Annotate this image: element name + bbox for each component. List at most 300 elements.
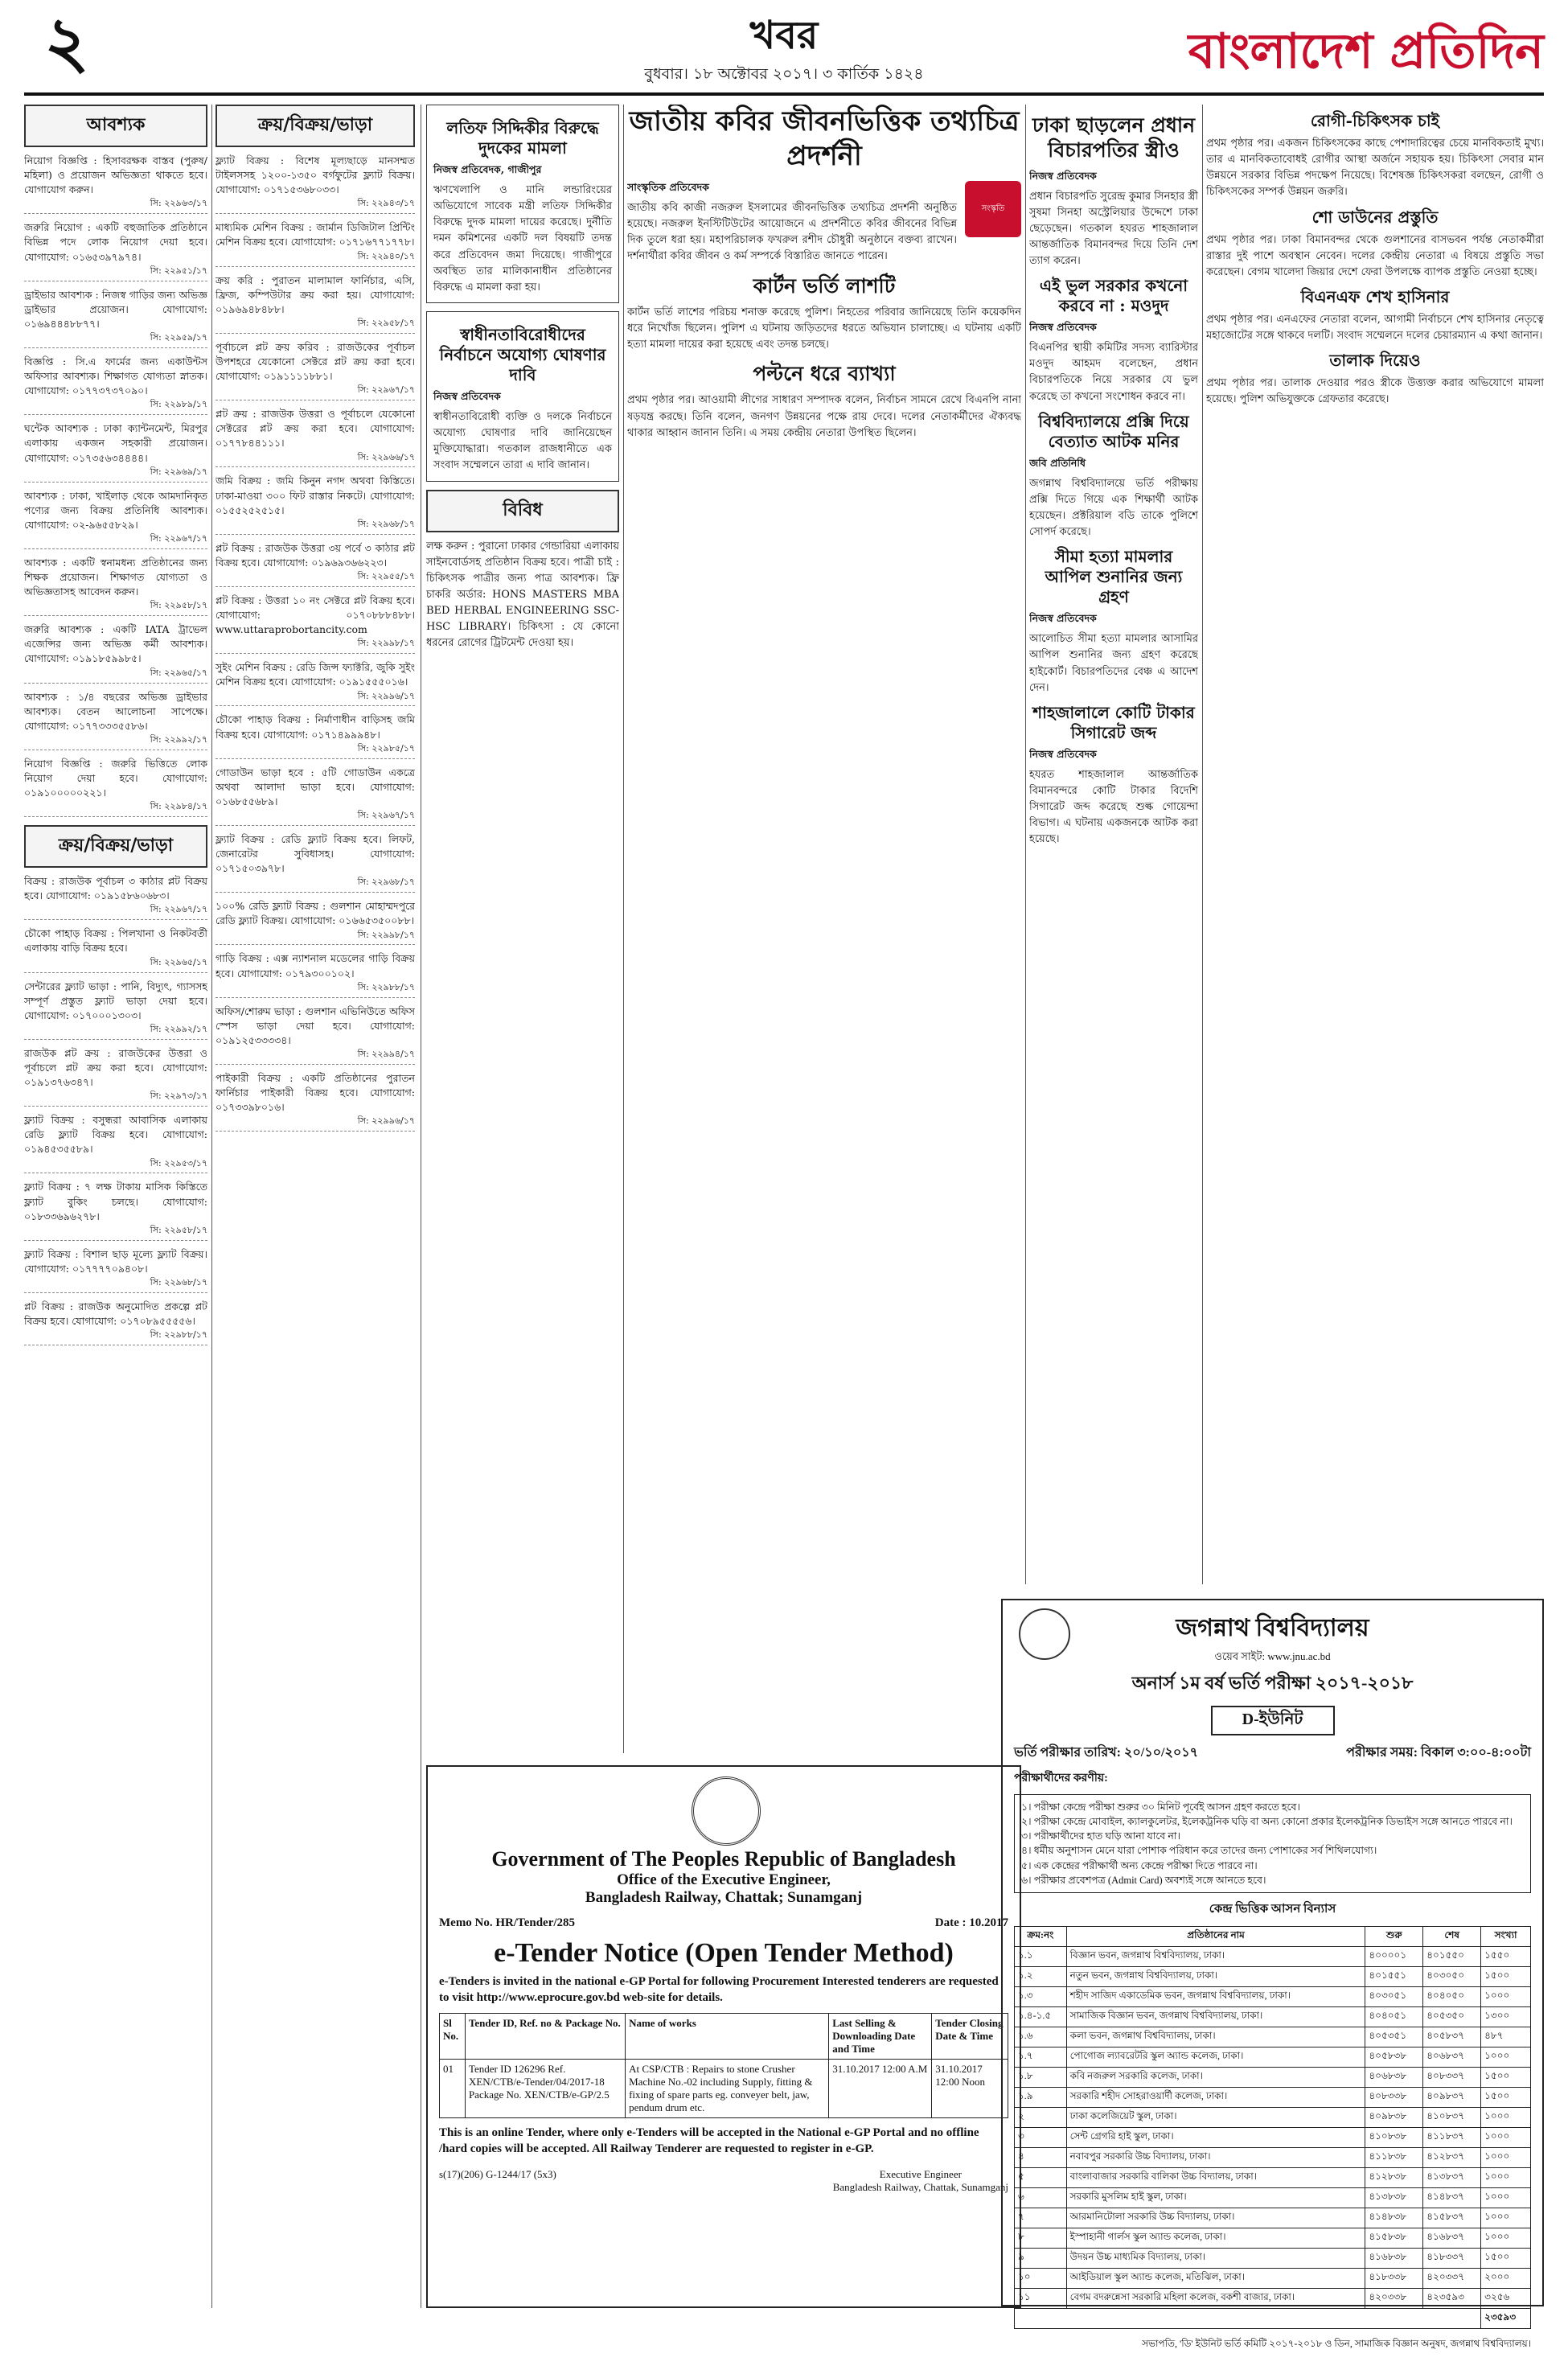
- classified-ad-text: প্লট বিক্রয় : রাজউক উত্তরা ৩য় পর্বে ৩ কাঠার প্লট বিক্রয় হবে। যোগাযোগ: ০১৯৬৯৩৬৬২২৩।: [215, 541, 415, 569]
- table-row: [1015, 2268, 1531, 2288]
- table-cell: ৪২৩৫৯৩: [1423, 2288, 1481, 2308]
- article-body: কার্টন ভর্তি লাশের পরিচয় শনাক্ত করেছে পুলিশ। নিহতের পরিবার জানিয়েছে তিনি কয়েকদিন ধরে নিখোঁজ ছিলেন। পুলিশ এ ঘটনায় জড়িতদের ধরতে অভিযান চালাচ্ছে। এ ঘটনায় একটি হত্যা মামলা দায়ের করা হয়েছে এবং তদন্ত চলছে।: [627, 306, 1021, 351]
- table-cell: ৪১৫৮৩৭: [1423, 2208, 1481, 2228]
- headline: ঢাকা ছাড়লেন প্রধান বিচারপতির স্ত্রীও: [1032, 113, 1196, 162]
- table-row: [1015, 2087, 1531, 2107]
- exam-rule: ৪। ধর্মীয় অনুশাসন মেনে যারা পোশাক পরিধান করে তাদের জন্য পোশাকের সর্ব শিথিলযোগ্য।: [1021, 1845, 1377, 1857]
- classified-ad: [24, 355, 207, 415]
- masthead-rule: [24, 92, 1544, 96]
- classified-ad-text: পাইকারী বিক্রয় : একটি প্রতিষ্ঠানের পুরাতন ফার্নিচার পাইকারী বিক্রয় হবে। যোগাযোগ: ০১৭৩৩৯৮০১৬।: [215, 1071, 415, 1114]
- classified-header: ক্রয়/বিক্রয়/ভাড়া: [24, 825, 207, 868]
- byline: জবি প্রতিনিধি: [1029, 456, 1086, 469]
- exam-rule: ১। পরীক্ষা কেন্দ্রে পরীক্ষা শুরুর ৩০ মিনিট পূর্বেই আসন গ্রহণ করতে হবে।: [1021, 1801, 1300, 1813]
- column-divider: [211, 105, 212, 2308]
- classified-ad-ref: সি: ২২৯৬৭/১৭: [357, 384, 415, 396]
- exam-rules: [1014, 1794, 1531, 1893]
- culture-emblem-icon: সংস্কৃতি: [965, 181, 1021, 237]
- classified-ad-text: আবশ্যক : ১/৪ বছরের অভিজ্ঞ ড্রাইভার আবশ্যক। বেতন আলোচনা সাপেক্ষে। যোগাযোগ: ০১৭৭৩৩৩৫৫৮৬।: [24, 690, 207, 732]
- classified-ad-text: জরুরি আবশ্যক : একটি IATA ট্রাভেল এজেন্সির জন্য অভিজ্ঞ কর্মী আবশ্যক। যোগাযোগ: ০১৯১৮৫৯৯৮৫।: [24, 623, 207, 665]
- classified-ad: [215, 1071, 415, 1132]
- classified-ad-text: মাধ্যমিক মেশিন বিক্রয় : জার্মান ডিজিটাল প্রিন্টিং মেশিন বিক্রয় হবে। যোগাযোগ: ০১৭১৬৭৭১৭৭৮।: [215, 221, 415, 248]
- table-cell: বাংলাবাজার সরকারি বালিকা উচ্চ বিদ্যালয়, ঢাকা।: [1066, 2167, 1365, 2187]
- table-cell: ৪০৫৩৫১: [1365, 2027, 1423, 2047]
- table-row: [1015, 1946, 1531, 1966]
- classified-ad: [24, 757, 207, 817]
- table-cell: ১০০০: [1481, 2107, 1531, 2127]
- tender-table-header: Name of works: [626, 2013, 829, 2059]
- classified-ad-list: [24, 154, 207, 817]
- table-cell: ১.৩: [1015, 1986, 1067, 2006]
- table-cell: সামাজিক বিজ্ঞান ভবন, জগন্নাথ বিশ্ববিদ্যালয়, ঢাকা।: [1066, 2006, 1365, 2027]
- tender-notice: [426, 1765, 1021, 2308]
- byline: নিজস্ব প্রতিবেদক: [433, 389, 501, 402]
- university-website: ওয়েব সাইট: www.jnu.ac.bd: [1214, 1650, 1331, 1662]
- classified-ad: [24, 556, 207, 616]
- classified-ad: [24, 1113, 207, 1173]
- classified-ad-ref: সি: ২২৯৫৮/১৭: [357, 317, 415, 328]
- classified-ad-ref: সি: ২২৯৬৮/১৭: [150, 1277, 207, 1288]
- seat-table-header: সংখ্যা: [1481, 1926, 1531, 1946]
- tender-code: s(17)(206) G-1244/17 (5x3): [439, 2168, 556, 2180]
- classified-ad-ref: সি: ২২৯৮৮/১৭: [150, 1329, 207, 1341]
- classified-ad-ref: সি: ২২৯৬৫/১৭: [150, 956, 207, 967]
- tender-note: This is an online Tender, where only e-Tenders will be accepted in the National e-GP Portal and no offline /hard copies will be accepted. All Railway Tenderer are requested to register in e-GP.: [439, 2126, 979, 2155]
- classified-ad: [24, 980, 207, 1040]
- seat-plan-title: কেন্দ্র ভিত্তিক আসন বিন্যাস: [1209, 1902, 1336, 1916]
- table-cell: পোগোজ ল্যাবরেটরি স্কুল অ্যান্ড কলেজ, ঢাকা।: [1066, 2047, 1365, 2067]
- table-cell: ১৫০০: [1481, 2248, 1531, 2268]
- headline: সীমা হত্যা মামলার আপিল শুনানির জন্য গ্রহণ: [1045, 547, 1183, 607]
- classified-ad: [24, 489, 207, 549]
- table-cell: ১.৭: [1015, 2047, 1067, 2067]
- tender-table-header: Sl No.: [440, 2013, 466, 2059]
- exam-title: অনার্স ১ম বর্ষ ভর্তি পরীক্ষা ২০১৭-২০১৮: [1131, 1673, 1414, 1693]
- classified-ad-ref: সি: ২২৯৪০/১৭: [357, 250, 415, 261]
- table-cell: ৪০৩০৫০: [1423, 1966, 1481, 1986]
- table-row: [1015, 2047, 1531, 2067]
- table-cell: ৪০১৫৫১: [1365, 1966, 1423, 1986]
- article-body: হযরত শাহজালাল আন্তর্জাতিক বিমানবন্দরে কোটি টাকার বিদেশি সিগারেট জব্দ করেছে শুল্ক গোয়েন্দা বিভাগ। এ ঘটনায় একজনকে আটক করা হয়েছে।: [1029, 768, 1198, 846]
- table-row: [440, 2059, 1008, 2117]
- classified-ad-text: চৌকো পাহাড় বিক্রয় : নির্মাণাধীন বাড়িসহ জমি বিক্রয় হবে। যোগাযোগ: ০১৭১৪৯৯৯৪৮।: [215, 713, 415, 741]
- table-cell: ৪১৫৮৩৮: [1365, 2228, 1423, 2248]
- article-body: বিএনপির স্থায়ী কমিটির সদস্য ব্যারিস্টার মওদুদ আহমদ বলেছেন, প্রধান বিচারপতিকে নিয়ে সরকার যে ভুল করেছে তা কখনো সংশোধন করবে না।: [1029, 342, 1198, 403]
- classified-ad-text: রাজউক প্লট ক্রয় : রাজউকের উত্তরা ও পূর্বাচলে প্লট ক্রয় করা হবে। যোগাযোগ: ০১৯১৩৭৬৩৪৭।: [24, 1046, 207, 1089]
- table-row: [1015, 2208, 1531, 2228]
- tender-signer-office: Bangladesh Railway, Chattak, Sunamganj: [832, 2181, 1008, 2193]
- newspaper-brand: বাংলাদেশ প্রতিদিন: [1188, 23, 1544, 80]
- table-cell: Tender ID 126296 Ref. XEN/CTB/e-Tender/04/2017-18 Package No. XEN/CTB/e-GP/2.5: [465, 2059, 625, 2117]
- classified-ad-ref: সি: ২২৯৯৬/১৭: [357, 690, 415, 701]
- table-cell: ২০০০: [1481, 2268, 1531, 2288]
- table-cell: ১.৯: [1015, 2087, 1067, 2107]
- university-logo-icon: [1019, 1608, 1070, 1660]
- table-cell: ইস্পাহানী গার্লস স্কুল অ্যান্ড কলেজ, ঢাকা।: [1066, 2228, 1365, 2248]
- classified-ad: [24, 926, 207, 972]
- seat-table-header: প্রতিষ্ঠানের নাম: [1066, 1926, 1365, 1946]
- table-cell: At CSP/CTB : Repairs to stone Crusher Machine No.-02 including Supply, fitting & fixing of spare parts eg. conveyer belt, jaw, pendum drum etc.: [626, 2059, 829, 2117]
- classified-ad-text: ড্রাইভার আবশ্যক : নিজস্ব গাড়ির জন্য অভিজ্ঞ ড্রাইভার প্রয়োজন। যোগাযোগ: ০১৬৯৪৪৪৮৮৭৭।: [24, 288, 207, 330]
- classified-ad-ref: সি: ২২৯৯৮/১৭: [357, 638, 415, 649]
- seat-table-header: ক্রম:নং: [1015, 1926, 1067, 1946]
- classified-ad-ref: সি: ২২৯৯২/১৭: [150, 733, 207, 745]
- table-row: [1015, 2187, 1531, 2208]
- table-cell: আরমানিটোলা সরকারি উচ্চ বিদ্যালয়, ঢাকা।: [1066, 2208, 1365, 2228]
- classified-ad-ref: সি: ২২৯৪৩/১৭: [357, 198, 415, 209]
- news-column-right: [1206, 105, 1544, 1584]
- exam-time: পরীক্ষার সময়: বিকাল ৩:০০-৪:০০টা: [1346, 1746, 1531, 1760]
- tender-table-header: Tender ID, Ref. no & Package No.: [465, 2013, 625, 2059]
- headline: বিশ্ববিদ্যালয়ে প্রক্সি দিয়ে বেত্যাত আটক মনির: [1038, 411, 1189, 451]
- table-row: [1015, 1966, 1531, 1986]
- table-cell: সরকারি মুসলিম হাই স্কুল, ঢাকা।: [1066, 2187, 1365, 2208]
- table-cell: সেন্ট গ্রেগরি হাই স্কুল, ঢাকা।: [1066, 2127, 1365, 2147]
- tender-memo: Memo No. HR/Tender/285: [439, 1916, 576, 1929]
- table-cell: ৪১০৮৩৭: [1423, 2107, 1481, 2127]
- classified-ad-ref: সি: ২২৯৫১/১৭: [150, 265, 207, 276]
- table-cell: বেগম বদরুন্নেসা সরকারি মহিলা কলেজ, বকশী বাজার, ঢাকা।: [1066, 2288, 1365, 2308]
- table-cell: ৪০৬৮৩৭: [1423, 2047, 1481, 2067]
- table-cell: ৪০৩০৫১: [1365, 1986, 1423, 2006]
- classified-ad: [24, 1300, 207, 1345]
- table-cell: কলা ভবন, জগন্নাথ বিশ্ববিদ্যালয়, ঢাকা।: [1066, 2027, 1365, 2047]
- table-cell: শহীদ সাজিদ একাডেমিক ভবন, জগন্নাথ বিশ্ববিদ্যালয়, ঢাকা।: [1066, 1986, 1365, 2006]
- classified-ad: [215, 594, 415, 654]
- news-box: [426, 311, 619, 482]
- classified-ad-ref: সি: ২২৯৮৯/১৭: [150, 399, 207, 410]
- table-cell: ১.১: [1015, 1946, 1067, 1966]
- table-cell: ৪০৯৮৩৭: [1423, 2087, 1481, 2107]
- article-body: আলোচিত সীমা হত্যা মামলার আসামির আপিল শুনানির জন্য গ্রহণ করেছে হাইকোর্ট। বিচারপতিদের বেঞ্চ এ আদেশ দেন।: [1029, 633, 1198, 694]
- classified-ad-ref: সি: ২২৯৬৬/১৭: [357, 451, 415, 462]
- classified-ad-text: জমি বিক্রয় : জমি কিনুন নগদ অথবা কিস্তিতে। ঢাকা-মাওয়া ৩০০ ফিট রাস্তার নিকটে। যোগাযোগ: ০১৫৫২৫২৫১৫।: [215, 474, 415, 516]
- table-cell: ১৫০০: [1481, 2087, 1531, 2107]
- classified-ad-ref: সি: ২২৯৬৭/১৭: [150, 532, 207, 544]
- article-body: স্বাধীনতাবিরোধী ব্যক্তি ও দলকে নির্বাচনে অযোগ্য ঘোষণার দাবি জানিয়েছেন মুক্তিযোদ্ধারা। গতকাল রাজধানীতে এক সংবাদ সম্মেলনে তারা এ দাবি জানান।: [433, 410, 612, 472]
- classified-ad-list: [24, 874, 207, 1345]
- classified-ad: [215, 1004, 415, 1065]
- classified-ad-text: প্লট ক্রয় : রাজউক উত্তরা ও পূর্বাচলে যেকোনো সেক্টরের প্লট ক্রয় করা হবে। যোগাযোগ: ০১৭৭৮৪৪১১১।: [215, 408, 415, 450]
- table-row: [1015, 1986, 1531, 2006]
- article-body: প্রধান বিচারপতি সুরেন্দ্র কুমার সিনহার স্ত্রী সুষমা সিনহা অস্ট্রেলিয়ার উদ্দেশে ঢাকা ছেড়েছেন। গতকাল হযরত শাহজালাল আন্তর্জাতিক বিমানবন্দর দিয়ে তিনি দেশ ত্যাগ করেন।: [1029, 190, 1198, 268]
- exam-rule: ২। পরীক্ষা কেন্দ্রে মোবাইল, ক্যালকুলেটর, ইলেকট্রনিক ঘড়ি বা অন্য কোনো প্রকার ইলেকট্রনিক ডিভাইস সঙ্গে আনতে পারবে না।: [1021, 1816, 1513, 1828]
- tender-intro: e-Tenders is invited in the national e-GP Portal for following Procurement Interested tenderers are requested to visit http://www.eprocure.gov.bd web-site for details.: [439, 1975, 999, 2005]
- byline: নিজস্ব প্রতিবেদক: [1029, 321, 1097, 334]
- table-row: [1015, 2248, 1531, 2268]
- classified-ad-ref: সি: ২২৯৫৫/১৭: [357, 571, 415, 581]
- article-body: প্রথম পৃষ্ঠার পর। তালাক দেওয়ার পরও স্ত্রীকে উত্ত্যক্ত করার অভিযোগে মামলা হয়েছে। পুলিশ অভিযুক্তকে গ্রেফতার করেছে।: [1206, 377, 1544, 406]
- table-cell: 31.10.2017 12:00 A.M: [829, 2059, 932, 2117]
- classified-ad: [24, 220, 207, 281]
- table-cell: ৪০৪০৫১: [1365, 2006, 1423, 2027]
- exam-rule: ৫। এক কেন্দ্রের পরীক্ষার্থী অন্য কেন্দ্রে পরীক্ষা দিতে পারবে না।: [1021, 1859, 1258, 1871]
- table-cell: ৮: [1015, 2228, 1067, 2248]
- classified-ad-text: পূর্বাচলে প্লট ক্রয় করিব : রাজউকের পূর্বাচল উপশহরে যেকোনো সেক্টরে প্লট ক্রয় করা হবে। যোগাযোগ: ০১৯১১১১৮৮১।: [215, 340, 415, 383]
- masthead: [0, 0, 1568, 92]
- table-cell: ৪২০৩৩৭: [1423, 2268, 1481, 2288]
- table-cell: ৪০৫৮৩৭: [1423, 2027, 1481, 2047]
- table-cell: ১০০০: [1481, 2228, 1531, 2248]
- exam-date: ভর্তি পরীক্ষার তারিখ: ২০/১০/২০১৭: [1014, 1746, 1199, 1760]
- classified-ad-text: জরুরি নিয়োগ : একটি বহুজাতিক প্রতিষ্ঠানে বিভিন্ন পদে লোক নিয়োগ দেয়া হবে। যোগাযোগ: ০১৬৫৩৯৭৯৭৪।: [24, 221, 207, 263]
- table-row: [1015, 2006, 1531, 2027]
- lead-headline: জাতীয় কবির জীবনভিত্তিক তথ্যচিত্র প্রদর্শনী: [629, 105, 1020, 172]
- classified-ad-ref: সি: ২২৯৬৭/১৭: [150, 904, 207, 915]
- table-cell: নতুন ভবন, জগন্নাথ বিশ্ববিদ্যালয়, ঢাকা।: [1066, 1966, 1365, 1986]
- classified-ad: [215, 899, 415, 945]
- lead-story: [627, 181, 1021, 265]
- article-body: জাতীয় কবি কাজী নজরুল ইসলামের জীবনভিত্তিক তথ্যচিত্র প্রদর্শনী অনুষ্ঠিত হয়েছে। নজরুল ইনস্টিটিউটের আয়োজনে এ প্রদর্শনীতে কবির জীবনের বিভিন্ন দিক তুলে ধরা হয়। মহাপরিচালক ফখরুল রশীদ চৌধুরী অনুষ্ঠানে বক্তব্য রাখেন। দর্শনার্থীরা কবির জীবন ও কর্ম সম্পর্কে বিস্তারিত জানতে পারেন।: [627, 202, 957, 263]
- table-cell: আইডিয়াল স্কুল অ্যান্ড কলেজ, মতিঝিল, ঢাকা।: [1066, 2268, 1365, 2288]
- table-cell: ১০: [1015, 2268, 1067, 2288]
- table-cell: ৪০৬৮৩৮: [1365, 2067, 1423, 2087]
- exam-rule: ৩। পরীক্ষার্থীদের হাত ঘড়ি আনা যাবে না।: [1021, 1830, 1180, 1842]
- classified-ad-ref: সি: ২২৯৬৩/১৭: [150, 198, 207, 209]
- tender-table-header: Last Selling & Downloading Date and Time: [829, 2013, 932, 2059]
- classified-ad-text: চৌকো পাহাড় বিক্রয় : পিলখানা ও নিকটবর্তী এলাকায় বাড়ি বিক্রয় হবে।: [24, 927, 207, 955]
- byline: নিজস্ব প্রতিবেদক: [1029, 169, 1097, 182]
- classified-ad-text: ১০০% রেডি ফ্ল্যাট বিক্রয় : গুলশান মোহাম্মদপুরে রেডি ফ্ল্যাট বিক্রয়। যোগাযোগ: ০১৬৬৫৩৫০০৮৮।: [215, 900, 415, 927]
- table-row: [1015, 2147, 1531, 2167]
- tender-date: Date : 10.2017: [934, 1916, 1008, 1929]
- page-number: ২: [44, 2, 89, 83]
- table-row: [1015, 2228, 1531, 2248]
- table-cell: ৪১১৮৩৮: [1365, 2147, 1423, 2167]
- tender-table: [439, 2013, 1008, 2118]
- article-body: প্রথম পৃষ্ঠার পর। আওয়ামী লীগের সাধারণ সম্পাদক বলেন, নির্বাচন সামনে রেখে বিএনপি নানা ষড়যন্ত্র করছে। তিনি বলেন, জনগণ উন্নয়নের পক্ষে রায় দেবে। দলের নেতাকর্মীদের ঐক্যবদ্ধ থাকার আহ্বান জানান তিনি। এ সময় কেন্দ্রীয় নেতারা উপস্থিত ছিলেন।: [627, 394, 1021, 439]
- table-cell: ৪১৬৮৩৮: [1365, 2248, 1423, 2268]
- table-cell: ৪১০৮৩৮: [1365, 2127, 1423, 2147]
- table-cell: 01: [440, 2059, 466, 2117]
- classified-ad-ref: সি: ২২৯৫৩/১৭: [150, 1157, 207, 1169]
- table-cell: ১৫০০: [1481, 1966, 1531, 1986]
- article-body: জগন্নাথ বিশ্ববিদ্যালয়ে ভর্তি পরীক্ষায় প্রক্সি দিতে গিয়ে এক শিক্ষার্থী আটক হয়েছেন। প্রক্টরিয়াল বডি তাকে পুলিশে সোপর্দ করেছে।: [1029, 477, 1198, 539]
- classified-ad-text: আবশ্যক : ঢাকা, খাইলাড় থেকে আমদানিকৃত পণ্যের জন্য বিক্রয় প্রতিনিধি আবশ্যক। যোগাযোগ: ০২-৯৬৫৫৮২৯।: [24, 489, 207, 531]
- table-cell: ৫: [1015, 2167, 1067, 2187]
- university-name: জগন্নাথ বিশ্ববিদ্যালয়: [1176, 1615, 1369, 1641]
- classified-ad-text: বিক্রয় : রাজউক পূর্বাচল ৩ কাঠার প্লট বিক্রয় হবে। যোগাযোগ: ০১৯১৫৮৬০৬৮৩।: [24, 875, 207, 902]
- headline: রোগী-চিকিৎসক চাই: [1310, 111, 1440, 130]
- table-cell: ৭: [1015, 2208, 1067, 2228]
- tender-office-location: Bangladesh Railway, Chattak; Sunamganj: [585, 1889, 863, 1906]
- classified-ad: [24, 874, 207, 920]
- classified-ad-text: ক্রয় করি : পুরাতন মালামাল ফার্নিচার, এসি, ফ্রিজ, কম্পিউটার ক্রয় করা হয়। যোগাযোগ: ০১৯৬৯৪৮৪৮৮।: [215, 273, 415, 315]
- table-cell: ১০০০: [1481, 2208, 1531, 2228]
- table-cell: ২: [1015, 2107, 1067, 2127]
- table-cell: ১.২: [1015, 1966, 1067, 1986]
- table-cell: ১১: [1015, 2288, 1067, 2308]
- exam-schedule: [1014, 1742, 1531, 1764]
- seat-table-header: শুরু: [1365, 1926, 1423, 1946]
- table-cell: ৪১৪৮৩৮: [1365, 2208, 1423, 2228]
- exam-rule: ৬। পরীক্ষার প্রবেশপত্র (Admit Card) অবশ্যই সঙ্গে আনতে হবে।: [1021, 1874, 1266, 1886]
- table-cell: ৪০৯৮৩৮: [1365, 2107, 1423, 2127]
- university-admission-notice: [1001, 1599, 1544, 2349]
- table-cell: সরকারি শহীদ সোহরাওয়ার্দী কলেজ, ঢাকা।: [1066, 2087, 1365, 2107]
- table-cell: ৪১৮৩৩৮: [1365, 2268, 1423, 2288]
- classified-ad-text: অফিস/শোরুম ভাড়া : গুলশান এভিনিউতে অফিস স্পেস ভাড়া দেয়া হবে। যোগাযোগ: ০১৯১২৫৩৩৩৩৪।: [215, 1004, 415, 1046]
- table-cell: ৪১৩৮৩৮: [1365, 2187, 1423, 2208]
- classified-ad-ref: সি: ২২৯৬৮/১৭: [357, 877, 415, 888]
- table-cell: ৪১২৮৩৮: [1365, 2167, 1423, 2187]
- classified-header: আবশ্যক: [24, 105, 207, 147]
- classified-ad-text: ফ্ল্যাট বিক্রয় : বসুন্ধরা আবাসিক এলাকায় রেডি ফ্ল্যাট বিক্রয় হবে। যোগাযোগ: ০১৯৪৫৩৫৫৮৯।: [24, 1114, 207, 1156]
- classified-ad-text: নিয়োগ বিজ্ঞপ্তি : হিসাবরক্ষক বাস্তব (পুরুষ/মহিলা) ও প্রয়োজন অভিজ্ঞতা থাকতে হবে। যোগাযোগ করুন।: [24, 154, 207, 196]
- table-cell: ১৫৫০: [1481, 1946, 1531, 1966]
- headline: কার্টন ভর্তি লাশটি: [753, 273, 896, 298]
- table-cell: ১.৬: [1015, 2027, 1067, 2047]
- table-cell: ৪৮৭: [1481, 2027, 1531, 2047]
- article-body: প্রথম পৃষ্ঠার পর। এনএফের নেতারা বলেন, আগামী নির্বাচনে শেখ হাসিনার নেতৃত্বে মহাজোটের সঙ্গে থাকবে দলটি। সংবাদ সম্মেলনে দলের চেয়ারম্যান এ কথা জানান।: [1206, 313, 1544, 343]
- classified-ad-text: নিয়োগ বিজ্ঞপ্তি : জরুরি ভিত্তিতে লোক নিয়োগ দেয়া হবে। যোগাযোগ: ০১৯১০০০০০২২১।: [24, 757, 207, 799]
- classified-ad: [24, 1247, 207, 1293]
- classified-ad: [215, 832, 415, 893]
- headline: লতিফ সিদ্দিকীর বিরুদ্ধে দুদকের মামলা: [446, 118, 599, 158]
- classified-ad-ref: সি: ২২৯৯৪/১৭: [357, 1049, 415, 1059]
- classified-ad-ref: সি: ২২৯৮৮/১৭: [357, 981, 415, 992]
- seat-total: ২৩৫৯৩: [1481, 2308, 1531, 2328]
- table-row: [1015, 2288, 1531, 2308]
- classified-ad: [215, 660, 415, 706]
- classified-ad: [215, 154, 415, 214]
- classified-ad-ref: সি: ২২৯৬৯/১৭: [150, 466, 207, 477]
- column-divider: [623, 105, 624, 1753]
- duties-title: পরীক্ষার্থীদের করণীয়:: [1014, 1772, 1108, 1785]
- table-cell: ঢাকা কলেজিয়েট স্কুল, ঢাকা।: [1066, 2107, 1365, 2127]
- headline: বিএনএফ শেখ হাসিনার: [1300, 286, 1450, 306]
- classified-ad-ref: সি: ২২৯৬৫/১৭: [150, 667, 207, 678]
- table-cell: নবাবপুর সরকারি উচ্চ বিদ্যালয়, ঢাকা।: [1066, 2147, 1365, 2167]
- table-cell: ৪১৪৮৩৭: [1423, 2187, 1481, 2208]
- news-column-center: [627, 105, 1021, 1745]
- classified-ad-text: প্লট বিক্রয় : উত্তরা ১০ নং সেক্টরে প্লট বিক্রয় হবে। যোগাযোগ: ০১৭০৮৮৮৪৮৮। www.uttaraprobortancity.com: [215, 594, 415, 636]
- table-cell: ১০০০: [1481, 1986, 1531, 2006]
- classified-ad-ref: সি: ২২৯৮৪/১৭: [150, 801, 207, 812]
- table-cell: ১৩০০: [1481, 2006, 1531, 2027]
- classified-ad-text: আবশ্যক : একটি স্বনামধন্য প্রতিষ্ঠানের জন্য শিক্ষক প্রয়োজন। শিক্ষাগত যোগ্যতা ও অভিজ্ঞতাসহ আবেদন করুন।: [24, 556, 207, 598]
- classified-ad: [215, 713, 415, 758]
- headline: শো ডাউনের প্রস্তুতি: [1311, 207, 1439, 227]
- classified-ad-text: ফ্ল্যাট বিক্রয় : বিশাল ছাড় মূল্যে ফ্ল্যাট বিক্রয়। যোগাযোগ: ০১৭৭৭৭০৯৪০৮।: [24, 1247, 207, 1275]
- tender-memo-row: [439, 1916, 1008, 1930]
- classified-ad: [215, 766, 415, 826]
- table-row: [1015, 2067, 1531, 2087]
- column-divider: [1025, 105, 1026, 1584]
- table-cell: ৪২০৩৩৮: [1365, 2288, 1423, 2308]
- table-cell: বিজ্ঞান ভবন, জগন্নাথ বিশ্ববিদ্যালয়, ঢাকা।: [1066, 1946, 1365, 1966]
- classified-ad-text: ফ্ল্যাট বিক্রয় : বিশেষ মূল্যছাড়ে মানসম্মত টাইলসসহ ১২০০-১৩৫০ বর্গফুটের ফ্ল্যাট বিক্রয়। যোগাযোগ: ০১৭১৫৩৬৮০৩৩।: [215, 154, 415, 196]
- dateline: বুধবার। ১৮ অক্টোবর ২০১৭। ৩ কার্তিক ১৪২৪: [644, 65, 924, 83]
- government-emblem-icon: [692, 1776, 761, 1846]
- article-body: প্রথম পৃষ্ঠার পর। ঢাকা বিমানবন্দর থেকে গুলশানের বাসভবন পর্যন্ত নেতাকর্মীরা রাস্তার দুই পাশে অবস্থান নেবেন। দলের কেন্দ্রীয় নেতারা এ বিষয়ে প্রস্তুতি সভা করেছেন। বেগম খালেদা জিয়ার দেশে ফেরা উপলক্ষে ব্যাপক প্রস্তুতি নেওয়া হচ্ছে।: [1206, 233, 1544, 278]
- table-cell: ১.৪-১.৫: [1015, 2006, 1067, 2027]
- byline: সাংস্কৃতিক প্রতিবেদক: [627, 181, 709, 193]
- classified-header: ক্রয়/বিক্রয়/ভাড়া: [215, 105, 415, 147]
- table-row: [1015, 2167, 1531, 2187]
- classified-ad: [24, 1180, 207, 1240]
- classified-ad: [215, 541, 415, 587]
- classified-ad: [215, 273, 415, 334]
- table-cell: ৪০৮৩৩৭: [1423, 2067, 1481, 2087]
- tender-government: Government of The Peoples Republic of Bangladesh: [491, 1847, 956, 1871]
- classified-ad-text: ঘন্টেক আবশ্যক : ঢাকা ক্যান্টনমেন্ট, মিরপুর এলাকায় একজন সহকারী প্রয়োজন। যোগাযোগ: ০১৭৩৫৬৩৪৪৪৪।: [24, 422, 207, 464]
- article-body: ঋণখেলাপি ও মানি লন্ডারিংয়ের অভিযোগে সাবেক মন্ত্রী লতিফ সিদ্দিকীর বিরুদ্ধে দুদক মামলা দায়ের করেছে। দুর্নীতি দমন কমিশনের একটি দল বিষয়টি তদন্ত করে প্রতিবেদন জমা দিয়েছে। গাজীপুরে অবস্থিত তার মালিকানাধীন প্রতিষ্ঠানের বিরুদ্ধে এ মামলা করা হয়।: [433, 184, 612, 294]
- classified-ad-ref: সি: ২২৯৯২/১৭: [150, 1023, 207, 1034]
- table-row: [1015, 2027, 1531, 2047]
- classified-ad-ref: সি: ২২৯৭৩/১৭: [150, 1090, 207, 1102]
- classified-ad: [24, 690, 207, 750]
- classified-column-left: [24, 105, 207, 2308]
- tender-office: Office of the Executive Engineer,: [617, 1871, 831, 1888]
- classified-ad: [24, 421, 207, 482]
- classified-ad: [215, 951, 415, 997]
- headline: এই ভুল সরকার কখনো করবে না : মওদুদ: [1039, 276, 1188, 316]
- table-cell: ৪১২৮৩৭: [1423, 2147, 1481, 2167]
- headline: তালাক দিয়েও: [1329, 351, 1421, 371]
- table-cell: ৩: [1015, 2127, 1067, 2147]
- tender-title: e-Tender Notice (Open Tender Method): [494, 1938, 954, 1968]
- classified-column-mid: [215, 105, 415, 2308]
- news-column-3: [426, 105, 619, 1745]
- classified-ad: [24, 154, 207, 214]
- table-cell: ১০০০: [1481, 2047, 1531, 2067]
- classified-ad: [215, 407, 415, 467]
- classified-ad-text: বিজ্ঞপ্তি : সি.এ ফার্মের জন্য একাউন্টস অফিসার আবশ্যক। শিক্ষাগত যোগ্যতা স্নাতক। যোগাযোগ: ০১৭৭৩৭৩৭০৯০।: [24, 355, 207, 397]
- table-cell: ৯: [1015, 2248, 1067, 2268]
- news-column-5: [1029, 105, 1198, 1584]
- classified-ad-ref: সি: ২২৯৫৮/১৭: [150, 600, 207, 611]
- table-cell: ৪১৩৮৩৭: [1423, 2167, 1481, 2187]
- classified-ad-ref: সি: ২২৯৫৯/১৭: [150, 332, 207, 343]
- classified-ad: [24, 288, 207, 348]
- table-cell: ৪০৫৮৩৮: [1365, 2047, 1423, 2067]
- table-cell: ৪০৪০৫০: [1423, 1986, 1481, 2006]
- tender-footer: [439, 2168, 1008, 2194]
- news-box: [426, 105, 619, 303]
- classified-ad-text: ফ্ল্যাট বিক্রয় : রেডি ফ্ল্যাট বিক্রয় হবে। লিফট, জেনারেটর সুবিধাসহ। যোগাযোগ: ০১৭১৫০৩৯৭৮।: [215, 832, 415, 875]
- table-cell: ৬: [1015, 2187, 1067, 2208]
- table-cell: ৪০১৫৫০: [1423, 1946, 1481, 1966]
- table-cell: ৪০৫৩৫০: [1423, 2006, 1481, 2027]
- classified-ad-ref: সি: ২২৯৯৬/১৭: [357, 1115, 415, 1127]
- table-cell: ৪১১৮৩৭: [1423, 2127, 1481, 2147]
- seat-plan-table: [1014, 1926, 1531, 2329]
- classified-ad-ref: সি: ২২৯৯৮/১৭: [357, 929, 415, 940]
- byline: নিজস্ব প্রতিবেদক, গাজীপুর: [433, 163, 542, 175]
- table-cell: ১০০০: [1481, 2187, 1531, 2208]
- table-cell: ৪১৬৮৩৭: [1423, 2228, 1481, 2248]
- misc-body: লক্ষ করুন : পুরানো ঢাকার গেন্ডারিয়া এলাকায় সাইনবোর্ডসহ প্রতিষ্ঠান বিক্রয় হবে। পাত্রী চাই : চিকিৎসক পাত্রীর জন্য পাত্র আবশ্যক। ফ্রি চাকরি অর্ডার: HONS MASTERS MBA BED HERBAL ENGINEERING SSC-HSC LIBRARY। চিকিৎসা : যে কোনো ধরনের রোগের ট্রিটমেন্ট দেওয়া হয়।: [426, 540, 619, 650]
- classified-ad: [215, 340, 415, 400]
- tender-signer: Executive Engineer: [879, 2168, 962, 2180]
- classified-ad-text: সুইং মেশিন বিক্রয় : রেডি জিন্স ফ্যাক্টরি, জুকি সুইং মেশিন বিক্রয় হবে। যোগাযোগ: ০১৯১৫৫৫০১৬।: [215, 661, 415, 688]
- table-cell: কবি নজরুল সরকারি কলেজ, ঢাকা।: [1066, 2067, 1365, 2087]
- headline: স্বাধীনতাবিরোধীদের নির্বাচনে অযোগ্য ঘোষণার দাবি: [439, 324, 606, 384]
- classified-ad-ref: সি: ২২৯৬৭/১৭: [357, 810, 415, 820]
- byline: নিজস্ব প্রতিবেদক: [1029, 612, 1097, 625]
- tender-table-header: Tender Closing Date & Time: [932, 2013, 1008, 2059]
- classified-ad-list: [215, 154, 415, 1132]
- classified-ad-text: প্লট বিক্রয় : রাজউক অনুমোদিত প্রকল্পে প্লট বিক্রয় হবে। যোগাযোগ: ০১৭০৮৯৫৫৫৫৬।: [24, 1300, 207, 1328]
- classified-ad-ref: সি: ২২৯৬৮/১৭: [357, 518, 415, 529]
- exam-unit: D-ইউনিট: [1211, 1706, 1335, 1735]
- headline: শাহজালালে কোটি টাকার সিগারেট জব্দ: [1032, 702, 1195, 742]
- table-cell: ৪: [1015, 2147, 1067, 2167]
- column-divider: [1202, 105, 1203, 1584]
- classified-ad-text: গাড়ি বিক্রয় : এক্স ন্যাশনাল মডেলের গাড়ি বিক্রয় হবে। যোগাযোগ: ০১৭৯৩০০১০২।: [215, 952, 415, 980]
- misc-header: বিবিধ: [426, 490, 619, 532]
- classified-ad-text: ফ্ল্যাট বিক্রয় : ৭ লক্ষ টাকায় মাসিক কিস্তিতে ফ্ল্যাট বুকিং চলছে। যোগাযোগ: ০১৮৩৩৬৯৬২৭৮।: [24, 1181, 207, 1222]
